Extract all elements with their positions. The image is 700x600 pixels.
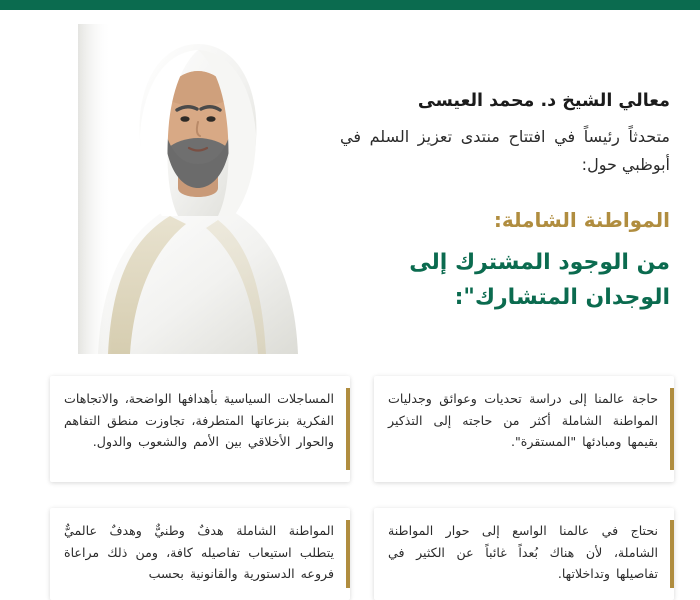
forum-title-gold: المواطنة الشاملة: <box>493 208 670 233</box>
quote-text: حاجة عالمنا إلى دراسة تحديات وعوائق وجدليات المواطنة الشاملة أكثر من حاجته إلى التذكير بقيمها ومبادئها "المستقرة". <box>388 391 658 450</box>
forum-title-green: من الوجود المشترك إلى الوجدان المتشارك": <box>409 250 670 311</box>
quote-text: نحتاج في عالمنا الواسع إلى حوار المواطنة الشاملة، لأن هناك بُعداً غائباً عن الكثير في تفاصيلها وتداخلاتها. <box>388 523 658 582</box>
top-accent-bar <box>0 0 700 10</box>
quote-card <box>374 376 674 482</box>
hero-section <box>0 10 700 365</box>
quote-text: المساجلات السياسية بأهدافها الواضحة، والاتجاهات الفكرية بنزعاتها المتطرفة، تجاوزت منطق التفاهم والحوار الأخلاقي بين الأمم والشعوب والدول. <box>64 391 334 450</box>
quote-card <box>50 376 350 482</box>
quote-card <box>50 508 350 600</box>
headline-block <box>340 88 670 316</box>
card-accent-bar <box>670 388 674 470</box>
speaker-subtitle: متحدثاً رئيساً في افتتاح منتدى تعزيز السلم في أبوظبي حول: <box>340 127 670 175</box>
quote-text: المواطنة الشاملة هدفٌ وطنيٌّ وهدفٌ عالميٌّ يتطلب استيعاب تفاصيله كافة، ومن ذلك مراعاة فروعه الدستورية والقانونية بحسب <box>64 523 334 582</box>
speaker-name: معالي الشيخ د. محمد العيسى <box>417 91 670 111</box>
card-accent-bar <box>346 520 350 588</box>
portrait-container <box>78 24 318 354</box>
portrait-image <box>78 24 318 354</box>
card-accent-bar <box>670 520 674 588</box>
card-accent-bar <box>346 388 350 470</box>
quote-cards-section <box>0 368 700 600</box>
quote-card <box>374 508 674 600</box>
